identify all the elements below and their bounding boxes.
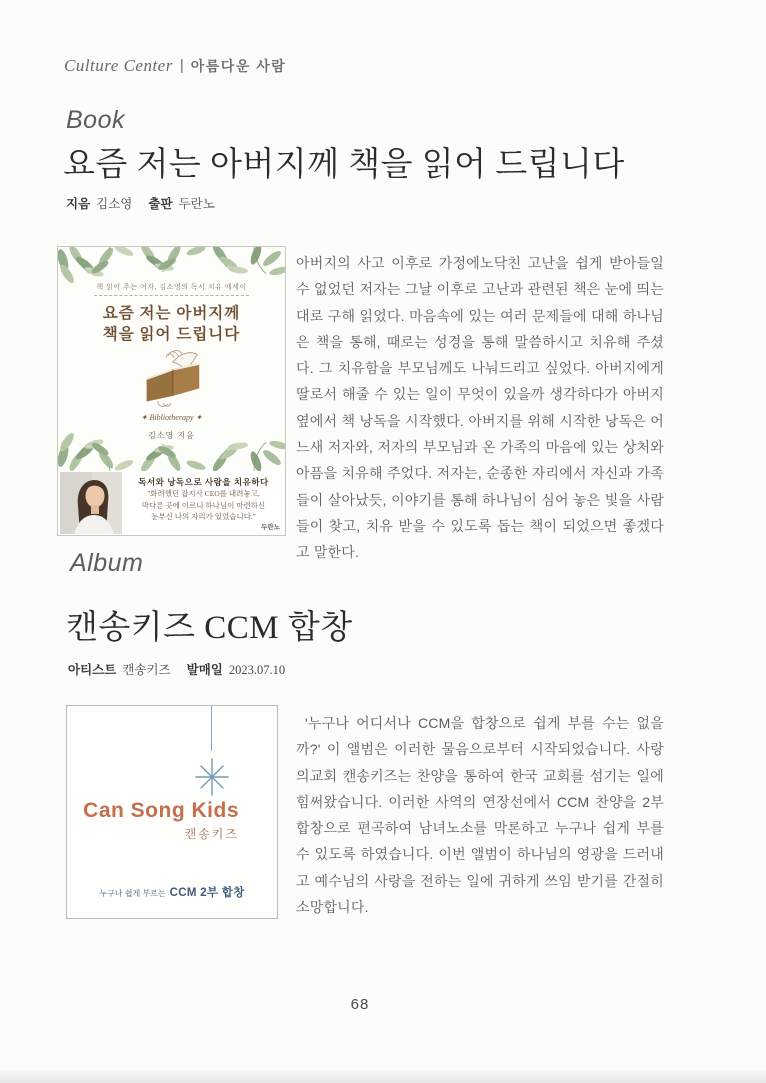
book-author-label: 지음 [66, 197, 91, 211]
cover-series-label: ✦ Bibliotherapy ✦ [140, 413, 203, 422]
author-photo [60, 472, 122, 534]
album-title-english: Can Song Kids [83, 799, 239, 822]
open-book-icon [129, 347, 215, 409]
album-section-heading: Album [70, 549, 144, 577]
release-label: 발매일 [186, 663, 223, 677]
book-publisher-label: 출판 [148, 197, 173, 211]
hanging-line [211, 706, 212, 751]
book-publisher-name: 두란노 [178, 197, 215, 211]
cover-author-band [58, 471, 285, 535]
book-review-text: 아버지의 사고 이후로 가정에노닥친 고난을 쉽게 받아들일 수 없었던 저자는 그날 이후로 고난과 관련된 책은 눈에 띄는 대로 구해 읽었다. 마음속에 있는 여러 문제들에 대해 하나님은 책을 통해, 때로는 성경을 통해 말씀하시고 치유해 주셨다. 그 치유함을 부모님께도 나눠드리고 싶었다. 아버지에게 딸로서 해줄 수 있는 일이 무엇이 있을까 생각하다가 아버지 옆에서 책 낭독을 시작했다. 아버지를 위해 시작한 낭독은 어느새 저자와, 저자의 부모님과 온 가족의 마음에 있는 상처와 아픔을 치유해 주었다. 저자는, 순종한 자리에서 자신과 가족들이 살아났듯, 이야기를 통해 하나님이 심어 놓은 빛을 사람들이 찾고, 치유 받을 수 있도록 돕는 책이 되었으면 좋겠다고 말한다. [296, 255, 664, 561]
album-caption [67, 883, 277, 901]
book-byline [66, 194, 231, 212]
cover-author-credit: 김소영 지음 [148, 431, 195, 440]
release-date: 2023.07.10 [228, 663, 286, 677]
album-caption-small: 누구나 쉽게 부르는 [99, 889, 166, 898]
leaf-garland-bottom-icon [58, 423, 285, 471]
album-title-korean: 캔송키즈 [184, 827, 239, 841]
band-quote-line2: 막다른 곳에 이르니 하나님이 마련하신 [141, 500, 266, 510]
page-header [64, 56, 286, 76]
book-title: 요즘 저는 아버지께 책을 읽어 드립니다 [63, 147, 625, 183]
band-quote-line1: "화려했던 잡지사 CEO를 내려놓고, [147, 489, 260, 498]
album-byline [68, 660, 301, 678]
album-cover [66, 705, 278, 919]
asterisk-star-icon [192, 757, 232, 797]
page-number: 68 [350, 996, 370, 1013]
publisher-logo: 두란노 [261, 524, 280, 531]
book-cover [57, 246, 286, 536]
cover-title-line1: 요즘 저는 아버지께 [102, 305, 241, 322]
band-quote-line3: 눈부신 나의 자리가 있었습니다." [151, 512, 256, 521]
cover-title-line2: 책을 읽어 드립니다 [102, 326, 241, 343]
cover-tagline: 책 읽어 주는 여자, 김소영의 독서 치유 에세이 [96, 284, 247, 291]
scan-edge-shadow [0, 1070, 766, 1083]
band-title: 독서와 낭독으로 사람을 치유하다 [138, 477, 269, 487]
section-name: 아름다운 사람 [190, 58, 287, 74]
album-caption-bold: CCM 2부 합창 [169, 887, 245, 899]
band-text [126, 476, 281, 523]
header-divider: | [179, 57, 184, 74]
album-review-text: '누구나 어디서나 CCM을 합창으로 쉽게 부를 수는 없을까?' 이 앨범은 이러한 물음으로부터 시작되었습니다. 사랑의교회 캔송키즈는 찬양을 통하여 한국 교회를 섬기는 일에 힘써왔습니다. 이러한 사역의 연장선에서 CCM 찬양을 2부 합창으로 편곡하여 남녀노소를 막론하고 누구나 쉽게 부를 수 있도록 하였습니다. 이번 앨범이 하나님의 영광을 드러내고 예수님의 사랑을 전하는 일에 귀하게 쓰임 받기를 간절히 소망합니다. [296, 715, 664, 916]
artist-label: 아티스트 [68, 663, 117, 677]
album-title: 캔송키즈 CCM 합창 [66, 610, 353, 646]
book-section-heading: Book [66, 106, 125, 134]
brand-name: Culture Center [64, 56, 173, 75]
cover-title [58, 303, 285, 345]
book-author-name: 김소영 [96, 197, 133, 211]
artist-name: 캔송키즈 [122, 663, 171, 677]
tagline-rule [94, 295, 249, 296]
